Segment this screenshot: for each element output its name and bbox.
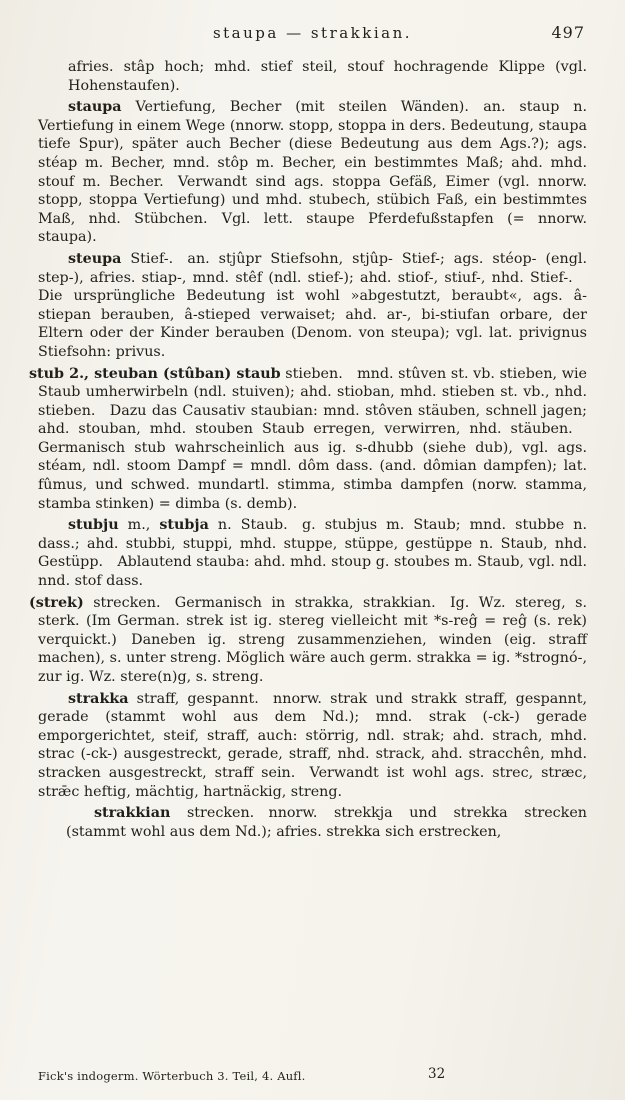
headword: strakkian bbox=[94, 805, 171, 822]
entry-paragraph bbox=[38, 516, 587, 590]
headword: stub 2., steuban (stûban) staub bbox=[29, 365, 281, 382]
entry-paragraph bbox=[68, 58, 587, 95]
entry-paragraph bbox=[29, 594, 587, 687]
headword: steupa bbox=[68, 250, 122, 267]
entry-text: Stief-. an. stjûpr Stiefsohn, stjûp- Stief-; ags. stéop- (engl. step-), afries. stiap-, mnd. stêf (ndl. stief-); ahd. stiof-, stiuf-, nhd. Stief-. Die ursprüngliche Bedeutung ist wohl »abgestutzt, beraubt«, ags. â-stiepan berauben, â-stieped verwaiset; ahd. ar-, bi-stiufan orbare, der Eltern oder der Kinder berauben (Denom. von steupa); vgl. lat. privignus Stiefsohn: privus. bbox=[38, 250, 587, 360]
entry-text: strecken. nnorw. strekkja und strekka strecken (stammt wohl aus dem Nd.); afries. strekka sich erstrecken, bbox=[66, 805, 587, 840]
entry-text: straff, gespannt. nnorw. strak und strakk straff, gespannt, gerade (stammt wohl aus dem Nd.); mnd. strak (-ck-) gerade emporgerichtet, steif, straff, auch: störrig, ndl. strak; ahd. strach, mhd. strac (-ck-) ausgestreckt, gerade, straff, nhd. strack, ahd. stracchên, mhd. stracken ausgestreckt, straff sein. Verwandt ist wohl ags. strec, stræc, strǣc heftig, mächtig, hartnäckig, streng. bbox=[38, 690, 587, 800]
headword: (strek) bbox=[29, 594, 84, 611]
entry-text: stieben. mnd. stûven st. vb. stieben, wie Staub umherwirbeln (ndl. stuiven); ahd. stioban, mhd. stieben st. vb., nhd. stieben. Dazu das Causativ staubian: mnd. stôven stäuben, schnell jagen; ahd. stouban, mhd. stouben Staub erregen, verwirren, nhd. stäuben. Germanisch stub wahrscheinlich aus ig. s-dhubb (siehe dub), vgl. ags. stéam, ndl. stoom Dampf = mndl. dôm dass. (and. dômian dampfen); lat. fûmus, und schwed. mundartl. stimma, stimba dampfen (norw. stamma, stamba stinken) = dimba (s. demb). bbox=[38, 365, 587, 512]
entry-text: m., bbox=[118, 517, 160, 534]
entry-paragraph bbox=[38, 250, 587, 362]
page-header bbox=[38, 24, 587, 50]
entry-text: Vertiefung, Becher (mit steilen Wänden). an. staup n. Vertiefung in einem Wege (nnorw. stopp, stoppa in ders. Bedeutung, staupa tiefe Spur), später auch Becher (diese Bedeutung aus dem Ags.?); ags. stéap m. Becher, mnd. stôp m. Becher, ein bestimmtes Maß; ahd. mhd. stouf m. Becher. Verwandt sind ags. stoppa Gefäß, Eimer (vgl. nnorw. stopp, stoppa Vertiefung) und mhd. stubech, stübich Faß, ein bestimmtes Maß, nhd. Stübchen. Vgl. lett. staupe Pferdefußstapfen (= nnorw. staupa). bbox=[38, 99, 587, 246]
headword: stubja bbox=[159, 517, 209, 534]
entry-text: strecken. Germanisch in strakka, strakkian. Ig. Wz. stereg, s. sterk. (Im German. strek ist ig. stereg vielleicht mit *s-reĝ = reĝ (s. rek) verquickt.) Daneben ig. streng zusammenziehen, winden (eig. straff machen), s. unter streng. Möglich wäre auch germ. strakka = ig. *strognó-, zur ig. Wz. stere(n)g, s. streng. bbox=[38, 594, 587, 685]
entries bbox=[29, 58, 587, 841]
headword: strakka bbox=[68, 690, 129, 707]
entry-paragraph bbox=[66, 804, 587, 841]
headword: staupa bbox=[68, 99, 122, 116]
entry-text: n. Staub. g. stubjus m. Staub; mnd. stubbe n. dass.; ahd. stubbi, stuppi, mhd. stuppe, stüppe, gestüppe n. Staub, nhd. Gestüpp. Ablautend stauba: ahd. mhd. stoup g. stoubes m. Staub, vgl. ndl. nnd. stof dass. bbox=[38, 517, 587, 590]
running-title: staupa — strakkian. bbox=[212, 24, 413, 42]
entry-paragraph bbox=[38, 98, 587, 247]
page-footer bbox=[38, 1066, 587, 1084]
entry-text: afries. stâp hoch; mhd. stief steil, stouf hochragende Klippe (vgl. Hohenstaufen). bbox=[68, 59, 587, 94]
entry-paragraph bbox=[29, 365, 587, 514]
footer-imprint: Fick's indogerm. Wörterbuch 3. Teil, 4. Aufl. bbox=[38, 1069, 306, 1083]
entry-paragraph bbox=[38, 690, 587, 802]
headword: stubju bbox=[68, 517, 119, 534]
signature-mark: 32 bbox=[428, 1066, 446, 1082]
page-number: 497 bbox=[551, 23, 585, 42]
